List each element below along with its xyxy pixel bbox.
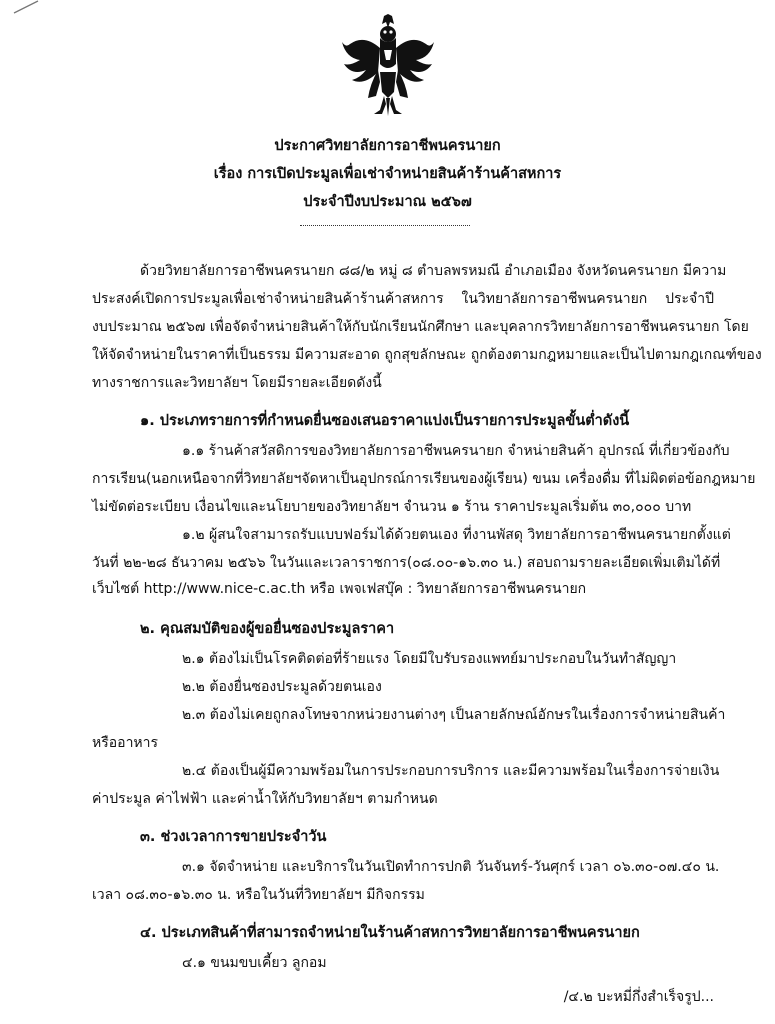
announcement-subject: เรื่อง การเปิดประมูลเพื่อเช่าจำหน่ายสินค้าร้านค้าสหการ xyxy=(213,166,562,182)
section-1-line: เว็บไซต์ http://www.nice-c.ac.th หรือ เพจเฟสบุ๊ค : วิทยาลัยการอาชีพนครนายก xyxy=(92,581,587,597)
section-4-heading: ๔. ประเภทสินค้าที่สามารถจำหน่ายในร้านค้าสหการวิทยาลัยการอาชีพนครนายก xyxy=(140,925,640,941)
section-1-line: ๑.๒ ผู้สนใจสามารถรับแบบฟอร์มได้ด้วยตนเอง ที่งานพัสดุ วิทยาลัยการอาชีพนครนายกตั้งแต่ xyxy=(182,527,731,543)
intro-line: ให้จัดจำหน่ายในราคาที่เป็นธรรม มีความสะอาด ถูกสุขลักษณะ ถูกต้องตามกฎหมายและเป็นไปตามกฎเกณฑ์ของ xyxy=(92,347,762,363)
section-2-line: ค่าประมูล ค่าไฟฟ้า และค่าน้ำให้กับวิทยาลัยฯ ตามกำหนด xyxy=(92,791,438,807)
page-continuation: /๔.๒ บะหมี่กึ่งสำเร็จรูป... xyxy=(563,989,714,1005)
intro-line: งบประมาณ ๒๕๖๗ เพื่อจัดจำหน่ายสินค้าให้กับนักเรียนนักศึกษา และบุคลากรวิทยาลัยการอาชีพนครนายก โดย xyxy=(92,319,749,335)
section-2-line: ๒.๓ ต้องไม่เคยถูกลงโทษจากหน่วยงานต่างๆ เป็นลายลักษณ์อักษรในเรื่องการจำหน่ายสินค้า xyxy=(182,707,726,723)
garuda-emblem-icon xyxy=(340,14,436,118)
section-3-line: ๓.๑ จัดจำหน่าย และบริการในวันเปิดทำการปกติ วันจันทร์-วันศุกร์ เวลา ๐๖.๓๐-๐๗.๔๐ น. xyxy=(182,859,720,875)
section-1-line: ไม่ขัดต่อระเบียบ เงื่อนไขและนโยบายของวิทยาลัยฯ จำนวน ๑ ร้าน ราคาประมูลเริ่มต้น ๓๐,๐๐๐ บาท xyxy=(92,499,692,515)
intro-line: ทางราชการและวิทยาลัยฯ โดยมีรายละเอียดดังนี้ xyxy=(92,375,382,391)
intro-line: ประสงค์เปิดการประมูลเพื่อเช่าจำหน่ายสินค้าร้านค้าสหการ ในวิทยาลัยการอาชีพนครนายก ประจำปี xyxy=(92,291,714,307)
corner-stroke xyxy=(12,0,52,14)
fiscal-year: ประจำปีงบประมาณ ๒๕๖๗ xyxy=(303,194,472,210)
section-1-line: ๑.๑ ร้านค้าสวัสดิการของวิทยาลัยการอาชีพนครนายก จำหน่ายสินค้า อุปกรณ์ ที่เกี่ยวข้องกับ xyxy=(182,443,730,459)
section-4-line: ๔.๑ ขนมขบเคี้ยว ลูกอม xyxy=(182,955,327,971)
section-2-heading: ๒. คุณสมบัติของผู้ขอยื่นซองประมูลราคา xyxy=(140,621,395,637)
section-2-line: ๒.๔ ต้องเป็นผู้มีความพร้อมในการประกอบการบริการ และมีความพร้อมในเรื่องการจ่ายเงิน xyxy=(182,763,720,779)
section-1-line: วันที่ ๒๒-๒๘ ธันวาคม ๒๕๖๖ ในวันและเวลาราชการ(๐๘.๐๐-๑๖.๓๐ น.) สอบถามรายละเอียดเพิ่มเติมได้ที่ xyxy=(92,555,721,571)
header-divider xyxy=(300,225,470,226)
section-2-line: ๒.๒ ต้องยื่นซองประมูลด้วยตนเอง xyxy=(182,679,382,695)
section-2-line: หรืออาหาร xyxy=(92,735,159,751)
section-1-line: การเรียน(นอกเหนือจากที่วิทยาลัยฯจัดหาเป็นอุปกรณ์การเรียนของผู้เรียน) ขนม เครื่องดื่ม ที่ไม่ผิดต่อข้อกฎหมาย xyxy=(92,471,756,487)
announcement-title: ประกาศวิทยาลัยการอาชีพนครนายก xyxy=(274,138,501,154)
section-3-heading: ๓. ช่วงเวลาการขายประจำวัน xyxy=(140,829,327,845)
section-1-heading: ๑. ประเภทรายการที่กำหนดยื่นซองเสนอราคาแบ่งเป็นรายการประมูลขั้นต่ำดังนี้ xyxy=(140,413,630,429)
section-2-line: ๒.๑ ต้องไม่เป็นโรคติดต่อที่ร้ายแรง โดยมีใบรับรองแพทย์มาประกอบในวันทำสัญญา xyxy=(182,651,677,667)
intro-line: ด้วยวิทยาลัยการอาชีพนครนายก ๘๘/๒ หมู่ ๘ ตำบลพรหมณี อำเภอเมือง จังหวัดนครนายก มีความ xyxy=(140,263,727,279)
section-3-line: เวลา ๐๘.๓๐-๑๖.๓๐ น. หรือในวันที่วิทยาลัยฯ มีกิจกรรม xyxy=(92,887,425,903)
